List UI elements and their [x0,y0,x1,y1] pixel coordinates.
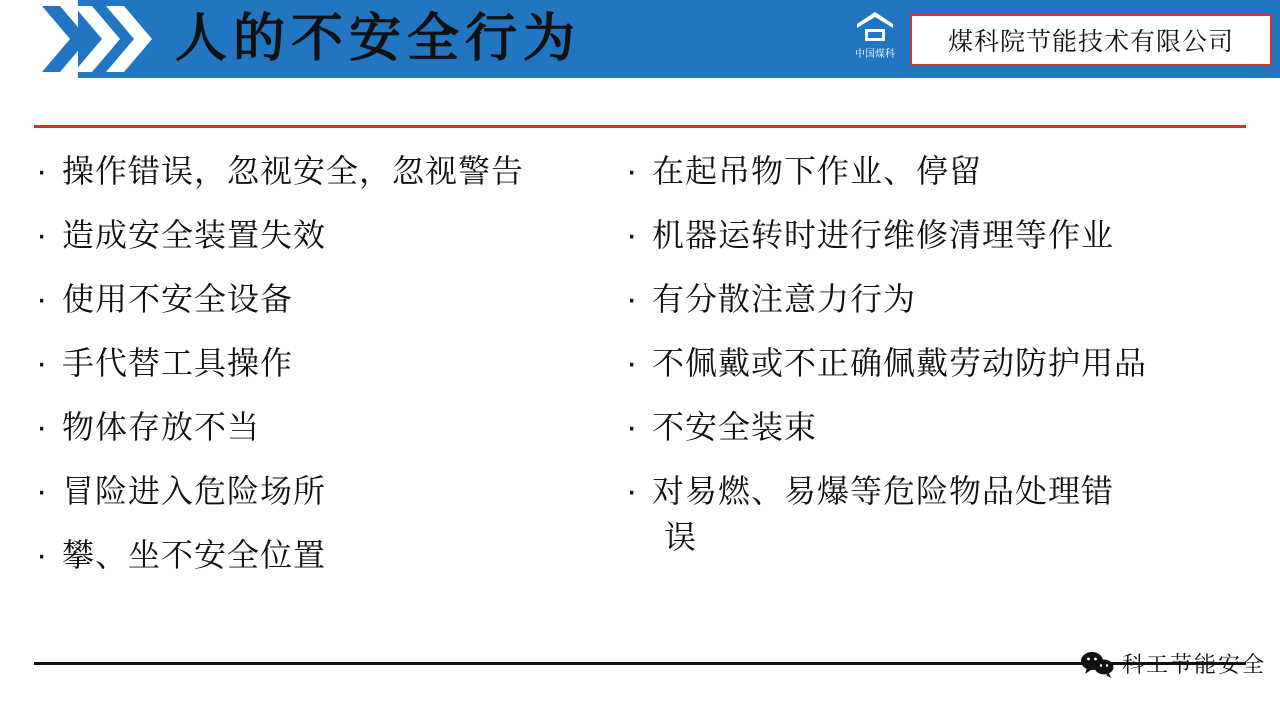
chevron-right-icon [106,0,152,78]
list-item [36,340,626,386]
bullet-dot-icon: · [36,280,48,318]
list-item [36,276,626,322]
list-item-label: 使用不安全设备 [62,280,294,318]
company-name-box [910,14,1272,66]
footer-brand-text: 科工节能安全 [1121,653,1266,678]
list-item-label: 机器运转时进行维修清理等作业 [652,216,1115,254]
bullet-dot-icon: · [626,216,638,254]
list-item-line-1: 对易燃、易爆等危险物品处理错 [652,472,1115,510]
list-item-label: 攀、坐不安全位置 [62,536,327,574]
list-item-label: 不安全装束 [652,408,818,446]
company-name-text: 煤科院节能技术有限公司 [947,27,1234,56]
right-bullet-column [626,148,1266,578]
bullet-dot-icon: · [36,536,48,574]
list-item-label [652,468,1114,560]
page-title: 人的不安全行为 [175,8,582,69]
bullet-dot-icon: · [626,472,638,510]
top-divider [34,125,1246,128]
list-item [626,468,1266,560]
bullet-dot-icon: · [36,216,48,254]
bullet-dot-icon: · [36,344,48,382]
wechat-icon [1080,650,1114,678]
list-item-label: 手代替工具操作 [62,344,294,382]
list-item-label: 有分散注意力行为 [652,280,917,318]
bullet-dot-icon: · [36,152,48,190]
list-item [36,404,626,450]
left-bullet-column [36,148,626,596]
list-item-label: 造成安全装置失效 [62,216,327,254]
slide-content [0,148,1280,638]
slide-header [0,0,1280,78]
bullet-dot-icon: · [626,408,638,446]
chevron-group [42,0,192,78]
list-item [626,212,1266,258]
list-item [626,148,1266,194]
list-item-label: 冒险进入危险场所 [62,472,327,510]
list-item-label: 操作错误，忽视安全，忽视警告 [62,152,525,190]
list-item [36,148,626,194]
footer-brand [1080,648,1266,679]
company-logo [845,10,905,68]
list-item [626,340,1266,386]
list-item [36,212,626,258]
bullet-dot-icon: · [626,280,638,318]
list-item [36,468,626,514]
list-item-line-2: 误 [664,518,698,556]
list-item [626,276,1266,322]
coal-science-logo-icon [853,10,897,44]
list-item [36,532,626,578]
bullet-dot-icon: · [36,472,48,510]
list-item [626,404,1266,450]
bottom-divider [34,662,1246,665]
list-item-label: 在起吊物下作业、停留 [652,152,983,190]
bullet-dot-icon: · [36,408,48,446]
bullet-dot-icon: · [626,152,638,190]
logo-caption: 中国煤科 [855,49,895,60]
bullet-dot-icon: · [626,344,638,382]
list-item-label: 不佩戴或不正确佩戴劳动防护用品 [652,344,1148,382]
list-item-label: 物体存放不当 [62,408,261,446]
